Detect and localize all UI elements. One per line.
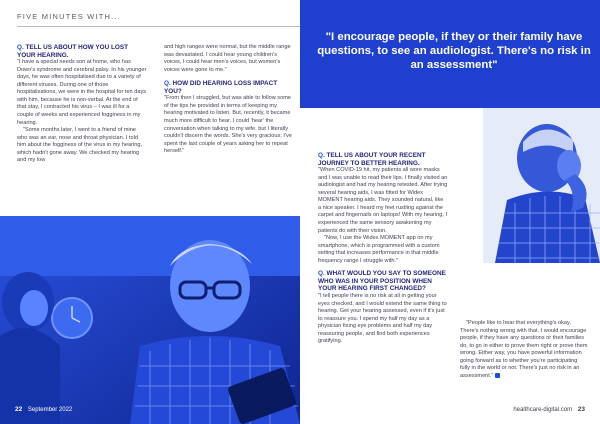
section-kicker: FIVE MINUTES WITH... xyxy=(17,12,121,21)
text-column-4 xyxy=(460,320,588,380)
paragraph: "Some months later, I went to a friend of mine who was an ear, nose and throat physician. I told him about the fogginess of the virus in my hearing, which hadn't gone away. We checked my hearing and my low xyxy=(17,127,142,164)
question-mark-label: Q. xyxy=(318,152,325,159)
paragraph-text: "People like to hear that everything's okay. There's nothing wrong with that. I would encourage people, if they have any questions or their families do, to go in either to prove them right or prove them wrong. Either way, you have powerful information going forward as to whether you're participating fully in the world or not. There's just no risk in an assessment." xyxy=(460,320,588,379)
text-column-3 xyxy=(318,152,448,346)
question-heading-2 xyxy=(164,80,292,95)
question-title: TELL US ABOUT HOW YOU LOST YOUR HEARING. xyxy=(17,44,129,59)
left-folio xyxy=(15,406,72,413)
paragraph: "I tell people there is no risk at all in getting your eyes checked, and I would extend the same thing to hearing. Get your hearing assessed, even if it's just to reassure you. I spend my half my day as a physician fixing eye problems and half my day reassuring people, and find both experiences gratifying. xyxy=(318,293,447,345)
question-heading-3 xyxy=(318,152,448,167)
man-holding-ear-photo xyxy=(465,108,600,263)
doctor-consultation-photo xyxy=(0,216,300,424)
question-mark-label: Q. xyxy=(17,44,24,51)
paragraph: "I have a special needs son at home, who has Down's syndrome and cerebral palsy. In his younger days, he was often hospitalised due to a variety of different viruses. During one of those hospitalisations, we were in the hospital for ten days with him, because he is non-verbal. At the end of that stay, I contracted his virus – I was ill for a couple of weeks and experienced fogginess in my hearing. xyxy=(17,59,147,126)
question-title: TELL US ABOUT YOUR RECENT JOURNEY TO BETTER HEARING. xyxy=(318,152,426,167)
pull-quote: "I encourage people, if they or their family have questions, to see an audiologist. There's no risk in an assessment" xyxy=(317,31,591,71)
paragraph: and high ranges were normal, but the middle range was devastated. I could hear young children's voices, I could hear men's voices, but women's voices were gone to me." xyxy=(164,44,291,73)
text-column-2 xyxy=(164,44,292,156)
paragraph: "From then I struggled, but was able to follow some of the tips he provided in terms of keeping my hearing motivated to listen. But, recently, it became much more difficult to hear. I could 'hear' the conversation when talking to my wife, but I literally couldn't discern the words. She's very gracious; I've spent the last couple of years asking her to repeat herself." xyxy=(164,95,292,155)
issue-date: September 2022 xyxy=(27,407,73,413)
paragraph: "Now, I use the Widex MOMENT app on my smartphone, which is programmed with a custom setting that increases performance in that middle frequency range I struggle with." xyxy=(318,235,440,264)
question-heading-4 xyxy=(318,270,448,293)
question-title: HOW DID HEARING LOSS IMPACT YOU? xyxy=(164,80,278,95)
page-number: 23 xyxy=(577,406,585,413)
website-url: healthcare-digital.com xyxy=(513,407,573,413)
end-of-article-icon xyxy=(495,373,500,378)
text-column-1 xyxy=(17,44,147,165)
paragraph xyxy=(460,320,588,380)
question-heading-1 xyxy=(17,44,147,59)
question-title: WHAT WOULD YOU SAY TO SOMEONE WHO WAS IN YOUR POSITION WHEN YOUR HEARING FIRST CHANGED? xyxy=(318,270,446,293)
question-mark-label: Q. xyxy=(318,270,325,278)
question-mark-label: Q. xyxy=(164,80,171,88)
kicker-divider xyxy=(17,26,300,27)
right-page xyxy=(300,0,600,424)
right-folio xyxy=(513,406,585,413)
paragraph: "When COVID-19 hit, my patients all wore masks and I was unable to read their lips. I finally visited an audiologist and had my hearing retested. After trying several hearing aids, I was fitted for Widex MOMENT hearing aids. They sounded natural, like a nice speaker. I heard my feet rustling against the carpet and fingernails on laptops! With my hearing, I experienced the same sensory awakening my patients do with their vision. xyxy=(318,167,448,234)
page-number: 22 xyxy=(15,406,23,413)
pull-quote-band xyxy=(300,0,600,108)
